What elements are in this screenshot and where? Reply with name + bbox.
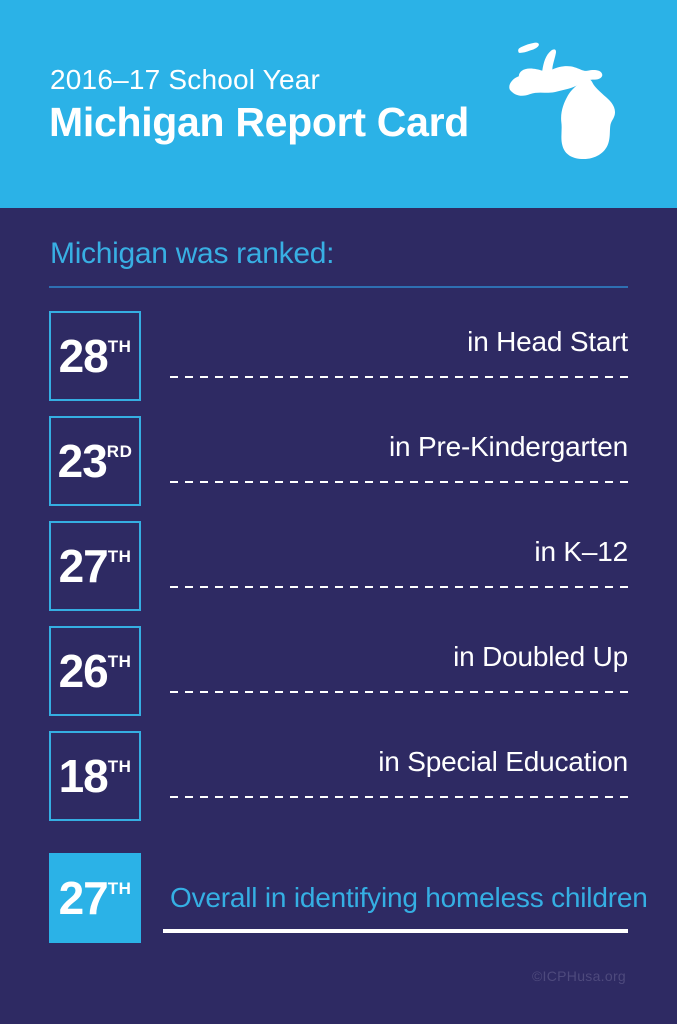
rank-value (58, 645, 132, 697)
ranking-label: in K–12 (534, 536, 628, 567)
rank-badge-highlighted (49, 853, 141, 943)
ranking-label: in Head Start (467, 326, 628, 357)
header-banner (0, 0, 677, 208)
dashed-underline (170, 481, 628, 483)
solid-underline (163, 929, 628, 933)
rank-ordinal-suffix: TH (107, 337, 132, 356)
rank-number: 27 (58, 540, 108, 592)
dashed-underline (170, 586, 628, 588)
ranking-label: in Pre-Kindergarten (389, 431, 628, 462)
ranking-label: in Doubled Up (453, 641, 628, 672)
ranking-row-special-education (0, 725, 677, 830)
rank-ordinal-suffix: RD (106, 442, 133, 461)
rank-ordinal-suffix: TH (107, 757, 132, 776)
rank-number: 23 (57, 435, 107, 487)
rank-ordinal-suffix: TH (107, 879, 132, 898)
ranking-label: in Special Education (378, 746, 628, 777)
dashed-underline (170, 691, 628, 693)
copyright-credit: ©ICPHusa.org (531, 968, 626, 984)
rank-value (57, 435, 133, 487)
rank-value (58, 872, 132, 924)
rank-value (58, 750, 132, 802)
rank-badge (49, 626, 141, 716)
rank-number: 28 (58, 330, 108, 382)
rank-value (58, 540, 132, 592)
ranking-row-pre-kindergarten (0, 410, 677, 515)
dashed-underline (170, 376, 628, 378)
rank-value (58, 330, 132, 382)
rank-badge (49, 521, 141, 611)
rank-number: 26 (58, 645, 108, 697)
ranking-row-doubled-up (0, 620, 677, 725)
ranking-row-overall (0, 847, 677, 962)
rank-ordinal-suffix: TH (107, 652, 132, 671)
rank-badge (49, 416, 141, 506)
rank-number: 18 (58, 750, 108, 802)
ranking-label-overall: Overall in identifying homeless children (170, 882, 648, 913)
ranking-row-k12 (0, 515, 677, 620)
rank-badge (49, 311, 141, 401)
page-title: Michigan Report Card (49, 99, 469, 145)
ranking-row-head-start (0, 305, 677, 410)
intro-text: Michigan was ranked: (50, 237, 335, 270)
michigan-state-icon (505, 36, 640, 168)
dashed-underline (170, 796, 628, 798)
school-year-subtitle: 2016–17 School Year (50, 64, 321, 95)
rank-number: 27 (58, 872, 108, 924)
rankings-list (0, 305, 677, 962)
rank-ordinal-suffix: TH (107, 547, 132, 566)
divider-line (49, 286, 628, 288)
rank-badge (49, 731, 141, 821)
